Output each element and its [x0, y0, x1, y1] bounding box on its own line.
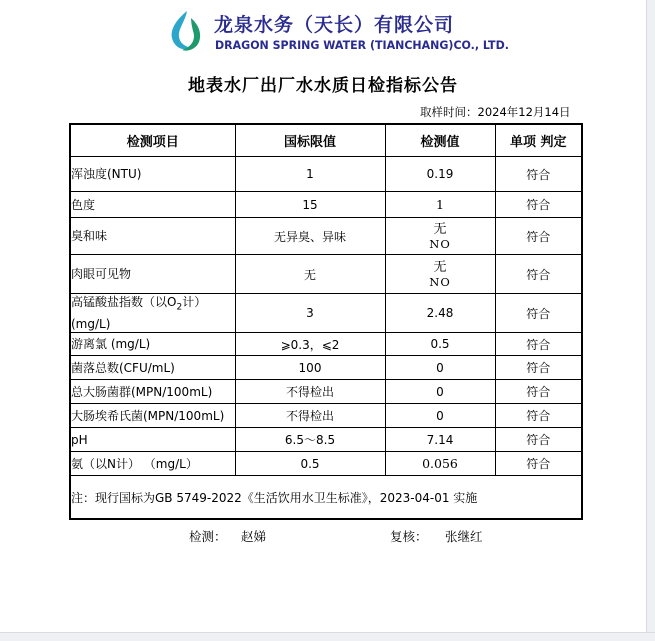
row-judge: 符合 [495, 452, 582, 476]
header-item: 检测项目 [70, 124, 235, 157]
row-judge: 符合 [495, 404, 582, 428]
row-limit: 无异臭、异味 [235, 218, 385, 255]
row-item: 总大肠菌群(MPN/100mL) [70, 380, 235, 404]
row-item-text: 高锰酸盐指数（以O [71, 295, 177, 310]
header-value: 检测值 [385, 124, 495, 157]
table-row [70, 428, 582, 452]
reviewer-name: 张继红 [445, 529, 483, 544]
row-value-sub: NO [429, 236, 451, 251]
row-value: 7.14 [385, 428, 495, 452]
row-judge: 符合 [495, 380, 582, 404]
row-value [385, 255, 495, 294]
row-item-unit: (mg/L) [71, 316, 111, 331]
report-title: 地表水厂出厂水水质日检指标公告 [188, 76, 458, 96]
table-row [70, 157, 582, 192]
table-note-row [70, 476, 582, 520]
row-judge: 符合 [495, 428, 582, 452]
row-value-text: 无 [433, 221, 447, 237]
row-judge: 符合 [495, 333, 582, 356]
row-value [385, 218, 495, 255]
table-row [70, 452, 582, 476]
table-header-row [70, 124, 582, 157]
row-item [70, 294, 235, 333]
header-limit: 国标限值 [235, 124, 385, 157]
row-value [385, 452, 495, 476]
row-limit: 不得检出 [235, 380, 385, 404]
table-row [70, 380, 582, 404]
row-judge: 符合 [495, 192, 582, 218]
standard-note: 注：现行国标为GB 5749-2022《生活饮用水卫生标准》，2023-04-01 实施 [70, 476, 582, 520]
row-value [385, 192, 495, 218]
row-item: 臭和味 [70, 218, 235, 255]
reviewer-label: 复核： [390, 529, 428, 544]
table-row [70, 255, 582, 294]
inspector-name: 赵娣 [241, 529, 267, 544]
row-judge: 符合 [495, 157, 582, 192]
row-limit: 3 [235, 294, 385, 333]
row-item: 游离氯 (mg/L) [70, 333, 235, 356]
table-row [70, 404, 582, 428]
row-limit: 100 [235, 356, 385, 380]
company-name-en: DRAGON SPRING WATER (TIANCHANG)CO., LTD. [215, 38, 509, 52]
row-limit: 15 [235, 192, 385, 218]
row-value-text: 无 [433, 259, 447, 275]
row-limit: 不得检出 [235, 404, 385, 428]
row-judge: 符合 [495, 218, 582, 255]
row-value-text: 1 [436, 197, 444, 212]
row-value: 0 [385, 356, 495, 380]
row-item: 大肠埃希氏菌(MPN/100mL) [70, 404, 235, 428]
row-item: 色度 [70, 192, 235, 218]
row-item-text-b: 计） [182, 295, 207, 310]
scrollbar-track-horizontal[interactable] [0, 632, 655, 641]
row-limit: 1 [235, 157, 385, 192]
table-row [70, 218, 582, 255]
row-item: 氨（以N计） （mg/L） [70, 452, 235, 476]
row-value: 0 [385, 380, 495, 404]
row-value: 0 [385, 404, 495, 428]
row-limit: 6.5～8.5 [235, 428, 385, 452]
row-item: 肉眼可见物 [70, 255, 235, 294]
row-item: pH [70, 428, 235, 452]
row-value: 2.48 [385, 294, 495, 333]
row-value: 0.5 [385, 333, 495, 356]
water-quality-table [69, 123, 583, 520]
row-item: 浑浊度(NTU) [70, 157, 235, 192]
row-limit: ⩾0.3，⩽2 [235, 333, 385, 356]
row-value: 0.19 [385, 157, 495, 192]
row-limit: 无 [235, 255, 385, 294]
table-row [70, 333, 582, 356]
row-judge: 符合 [495, 294, 582, 333]
water-drop-logo-icon [166, 9, 204, 53]
inspector-label: 检测： [189, 529, 227, 544]
row-item-subscript: 2 [176, 302, 183, 313]
row-limit: 0.5 [235, 452, 385, 476]
scrollbar-track-vertical[interactable] [646, 0, 655, 641]
table-row [70, 192, 582, 218]
sample-time: 取样时间：2024年12月14日 [420, 105, 571, 119]
row-value-text: 0.056 [422, 456, 458, 471]
row-judge: 符合 [495, 356, 582, 380]
company-name-cn: 龙泉水务（天长）有限公司 [214, 14, 455, 36]
table-row [70, 294, 582, 333]
row-item: 菌落总数(CFU/mL) [70, 356, 235, 380]
table-row [70, 356, 582, 380]
header-judge: 单项 判定 [495, 124, 582, 157]
row-judge: 符合 [495, 255, 582, 294]
row-value-sub: NO [429, 274, 451, 289]
